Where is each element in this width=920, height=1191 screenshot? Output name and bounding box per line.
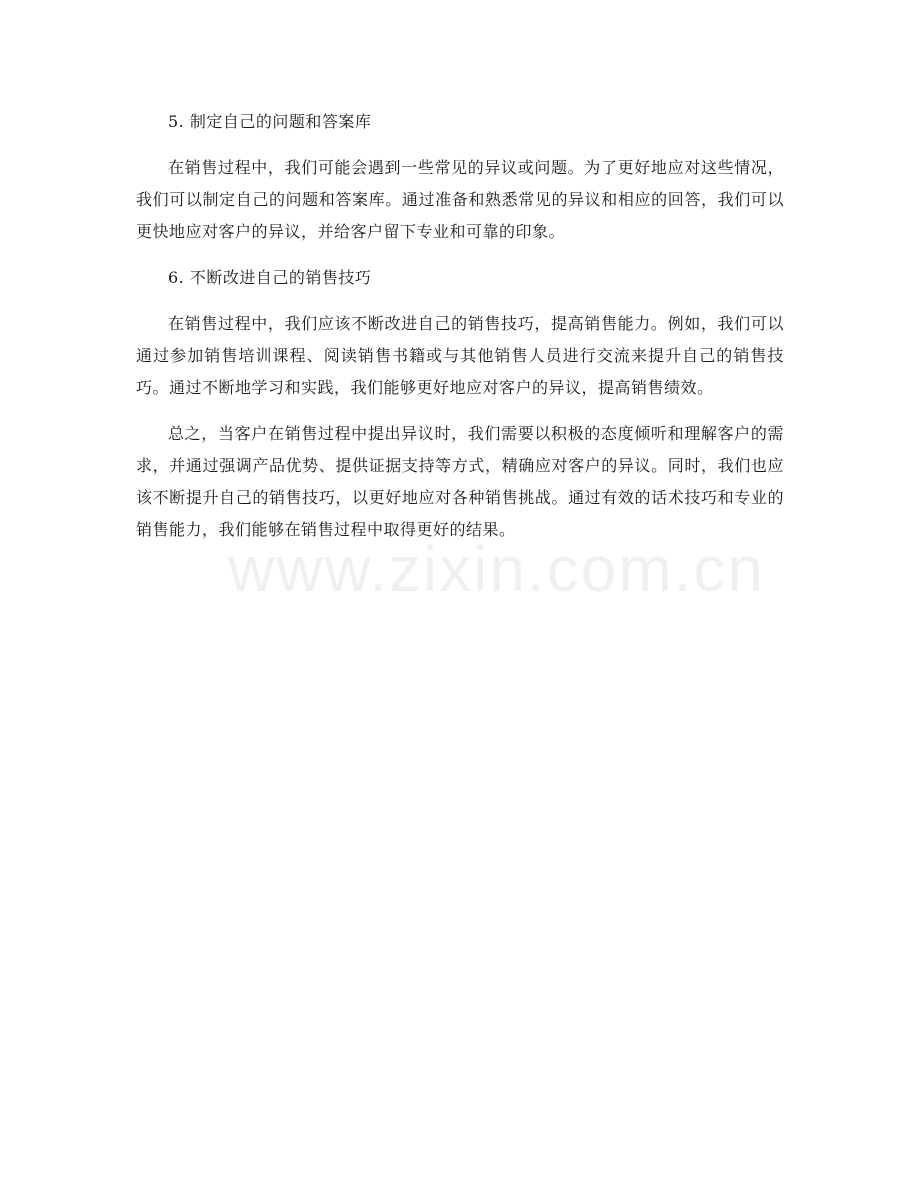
- section-paragraph-5: 在销售过程中，我们可能会遇到一些常见的异议或问题。为了更好地应对这些情况，我们可以制定自己的问题和答案库。通过准备和熟悉常见的异议和相应的回答，我们可以更快地应对客户的异议，并给客户留下专业和可靠的印象。: [136, 158, 784, 241]
- document-body: [136, 106, 784, 560]
- conclusion-paragraph: 总之，当客户在销售过程中提出异议时，我们需要以积极的态度倾听和理解客户的需求，并通过强调产品优势、提供证据支持等方式，精确应对客户的异议。同时，我们也应该不断提升自己的销售技巧，以更好地应对各种销售挑战。通过有效的话术技巧和专业的销售能力，我们能够在销售过程中取得更好的结果。: [136, 424, 784, 539]
- section-heading-6: 6. 不断改进自己的销售技巧: [168, 268, 372, 287]
- watermark: www.zixin.com.cn: [228, 533, 765, 605]
- section-paragraph-6: 在销售过程中，我们应该不断改进自己的销售技巧，提高销售能力。例如，我们可以通过参加销售培训课程、阅读销售书籍或与其他销售人员进行交流来提升自己的销售技巧。通过不断地学习和实践，我们能够更好地应对客户的异议，提高销售绩效。: [136, 314, 784, 397]
- section-heading-5: 5. 制定自己的问题和答案库: [168, 112, 372, 131]
